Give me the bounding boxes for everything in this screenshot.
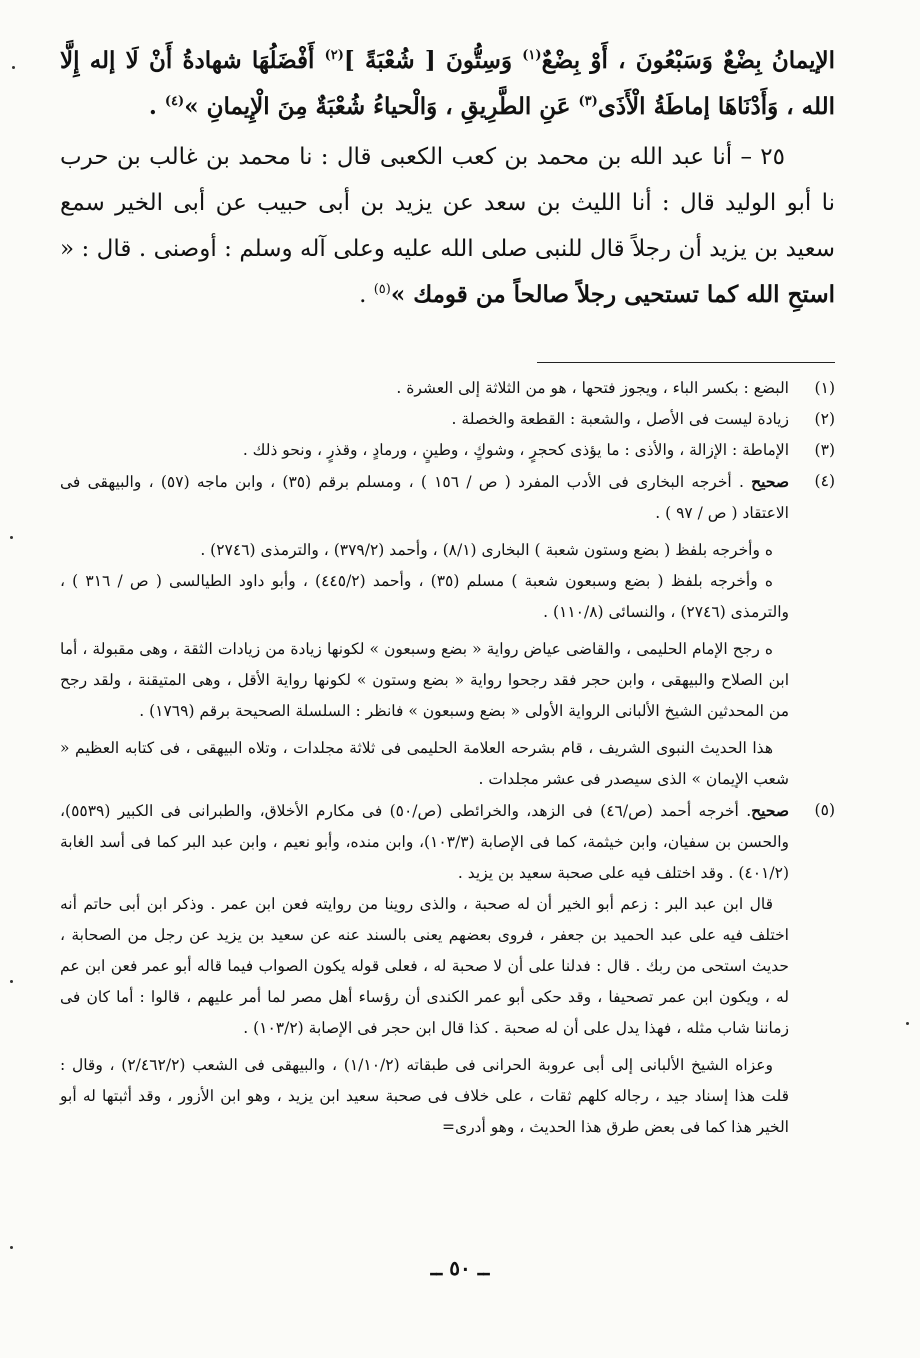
hadith-25-end: . [359, 282, 374, 308]
hadith-25-text: استحِ الله كما تستحيى رجلاً صالحاً من قومك » [390, 281, 835, 308]
footnote-4-sub-4: هذا الحديث النبوى الشريف ، قام بشرحه العلامة الحليمى فى ثلاثة مجلدات ، وتلاه البيهقى ، فى كتابه العظيم « شعب الإيمان » الذى سيصدر فى عشر مجلدات . [60, 739, 789, 788]
footnote-separator [537, 362, 835, 363]
hadith-25-narration: ٢٥ – أنا عبد الله بن محمد بن كعب الكعبى قال : نا محمد بن غالب بن حرب نا أبو الوليد قال : أنا الليث بن سعد عن يزيد بن أبى حبيب عن أبى الخير سمع سعيد بن يزيد أن رجلاً قال للنبى صلى الله عليه وعلى آله وسلم : أوصنى . قال : « [60, 144, 835, 262]
footnote-5-sub-2: وعزاه الشيخ الألبانى إلى أبى عروبة الحرانى فى طبقاته (١/١٠/٢) ، والبيهقى فى الشعب (٢/٤٦٢/٢) ، وقال : قلت هذا إسناد جيد ، رجاله كلهم ثقات ، على خلاف فى صحبة سعيد ابن يزيد ، وهو ابن الأزور ، وقد أثبتها له أبو الخير هذا كما فى بعض طرق هذا الحديث ، وهو أدرى= [60, 1056, 789, 1136]
footnote-text: البضع : بكسر الباء ، ويجوز فتحها ، هو من الثلاثة إلى العشرة . [396, 379, 789, 397]
footnote-text-part: . أخرجه أحمد (ص/٤٦) فى الزهد، والخرائطى (ص/٥٠) فى مكارم الأخلاق، والطبرانى فى الكبير (٥٥٣٩)، والحسن بن سفيان، وابن خيثمة، كما فى الإصابة (١٠٣/٣)، وابن منده، وأبو نعيم ، وابن عبد البر كما فى أسد الغابة (٤٠١/٢) . وقد اختلف فيه على صحبة سعيد بن يزيد . [60, 802, 789, 882]
page-number: ــ ٥٠ ــ [430, 1256, 490, 1280]
scan-speck [12, 66, 15, 69]
footnote-4-sub-1: ه وأخرجه بلفظ ( بضع وستون شعبة ) البخارى (٨/١) ، وأحمد (٣٧٩/٢) ، والترمذى (٢٧٤٦) . [200, 541, 773, 559]
scan-speck [10, 980, 13, 983]
footnote-text: زيادة ليست فى الأصل ، والشعبة : القطعة والخصلة . [451, 410, 789, 428]
footnote-4-sub-3: ه رجح الإمام الحليمى ، والقاضى عياض رواية « بضع وسبعون » لكونها زيادة من زيادات الثقة ، وهى مقبولة ، أما ابن الصلاح والبيهقى ، وابن حجر فقد رجحوا رواية « بضع وستون » لكونها رواية الأقل ، وهى المتيقنة ، ولقد رجح من المحدثين الشيخ الألبانى الرواية الأولى « بضع وسبعون » فانظر : السلسلة الصحيحة برقم (١٧٦٩) . [60, 640, 789, 720]
main-text [60, 38, 835, 318]
hadith-24-part: وَسِتُّونَ [ شُعْبَةً ] [343, 47, 523, 74]
footnote-ref-1: (١) [522, 48, 542, 63]
footnote-text: الإماطة : الإزالة ، والأذى : ما يؤذى كحجرٍ ، وشوكٍ ، وطينٍ ، ورمادٍ ، وقذرٍ ، ونحو ذلك . [242, 441, 789, 459]
footnote-number: (٢) [814, 410, 835, 428]
footnote-5 [60, 795, 835, 889]
footnotes [60, 373, 835, 1143]
footnote-ref-3: (٣) [578, 94, 598, 109]
footnote-4 [60, 466, 835, 529]
footnote-ref-4: (٤) [164, 94, 185, 109]
footnote-number: (٤) [814, 472, 835, 490]
footnote-5-sub-1: قال ابن عبد البر : زعم أبو الخير أن له صحبة ، والذى روينا من روايته فعن ابن عمر . وذكر ابن أبى حاتم أنه اختلف فيه على عبد الحميد بن جعفر ، فروى بعضهم يعنى بالسند عنه عن سعيد بن يزيد عن رجل من الصحابة ، حديث استحى من ربك . قال : فدلنا على أن لا صحبة له ، فعلى قوله يكون الصواب فيما قاله أبو عمر فعن ابن عم له ، ويكون ابن عمر تصحيفا ، وقد حكى أبو عمر الكندى أن رؤساء أهل مصر لما أمر عليهم ، قالوا : أما كان فى زماننا شاب مثله ، فهذا يدل على أن له صحبة . كذا قال ابن حجر فى الإصابة (١٠٣/٢) . [60, 895, 789, 1037]
grade-label: صحيح [751, 472, 789, 491]
footnote-text [60, 795, 789, 889]
hadith-24-text [60, 38, 835, 130]
scan-speck [906, 1022, 909, 1025]
footnote-text [60, 466, 789, 529]
hadith-25-paragraph [60, 134, 835, 318]
footnote-number: (١) [814, 379, 835, 397]
grade-label: صحيح [751, 801, 789, 820]
footnote-number: (٣) [814, 441, 835, 459]
footnote-ref-2: (٢) [324, 48, 344, 63]
footnote-1 [60, 373, 835, 404]
footnote-3 [60, 435, 835, 466]
hadith-24-part: . [148, 93, 165, 120]
page-body [60, 38, 835, 1143]
footnote-4-sub-2: ه وأخرجه بلفظ ( بضع وسبعون شعبة ) مسلم (٣٥) ، وأحمد (٤٤٥/٢) ، وأبو داود الطيالسى ( ص / ٣١٦ ) ، والترمذى (٢٧٤٦) ، والنسائى (١١٠/٨) . [60, 572, 789, 621]
footnote-ref-5: (٥) [373, 282, 391, 297]
footnote-number: (٥) [814, 801, 835, 819]
hadith-24-part: الإيمانُ بِضْعٌ وَسَبْعُونَ ، أَوْ بِضْعٌ [541, 47, 835, 74]
footnote-2 [60, 404, 835, 435]
hadith-24-part: عَنِ الطَّرِيقِ ، وَالْحياءُ شُعْبَةٌ مِنَ الْإِيمانِ » [184, 93, 579, 120]
scan-speck [10, 1246, 13, 1249]
scan-speck [10, 536, 13, 539]
hadith-24-part: أَفْضَلُهَا شهادةُ أَنْ لَا إله إِلَّا الله ، وَأَدْنَاهَا إماطَةُ الْأَذَى [60, 47, 835, 120]
footnote-text-part: . أخرجه البخارى فى الأدب المفرد ( ص / ١٥٦ ) ، ومسلم برقم (٣٥) ، وابن ماجه (٥٧) ، والبيهقى فى الاعتقاد ( ص / ٩٧ ) . [60, 473, 789, 522]
